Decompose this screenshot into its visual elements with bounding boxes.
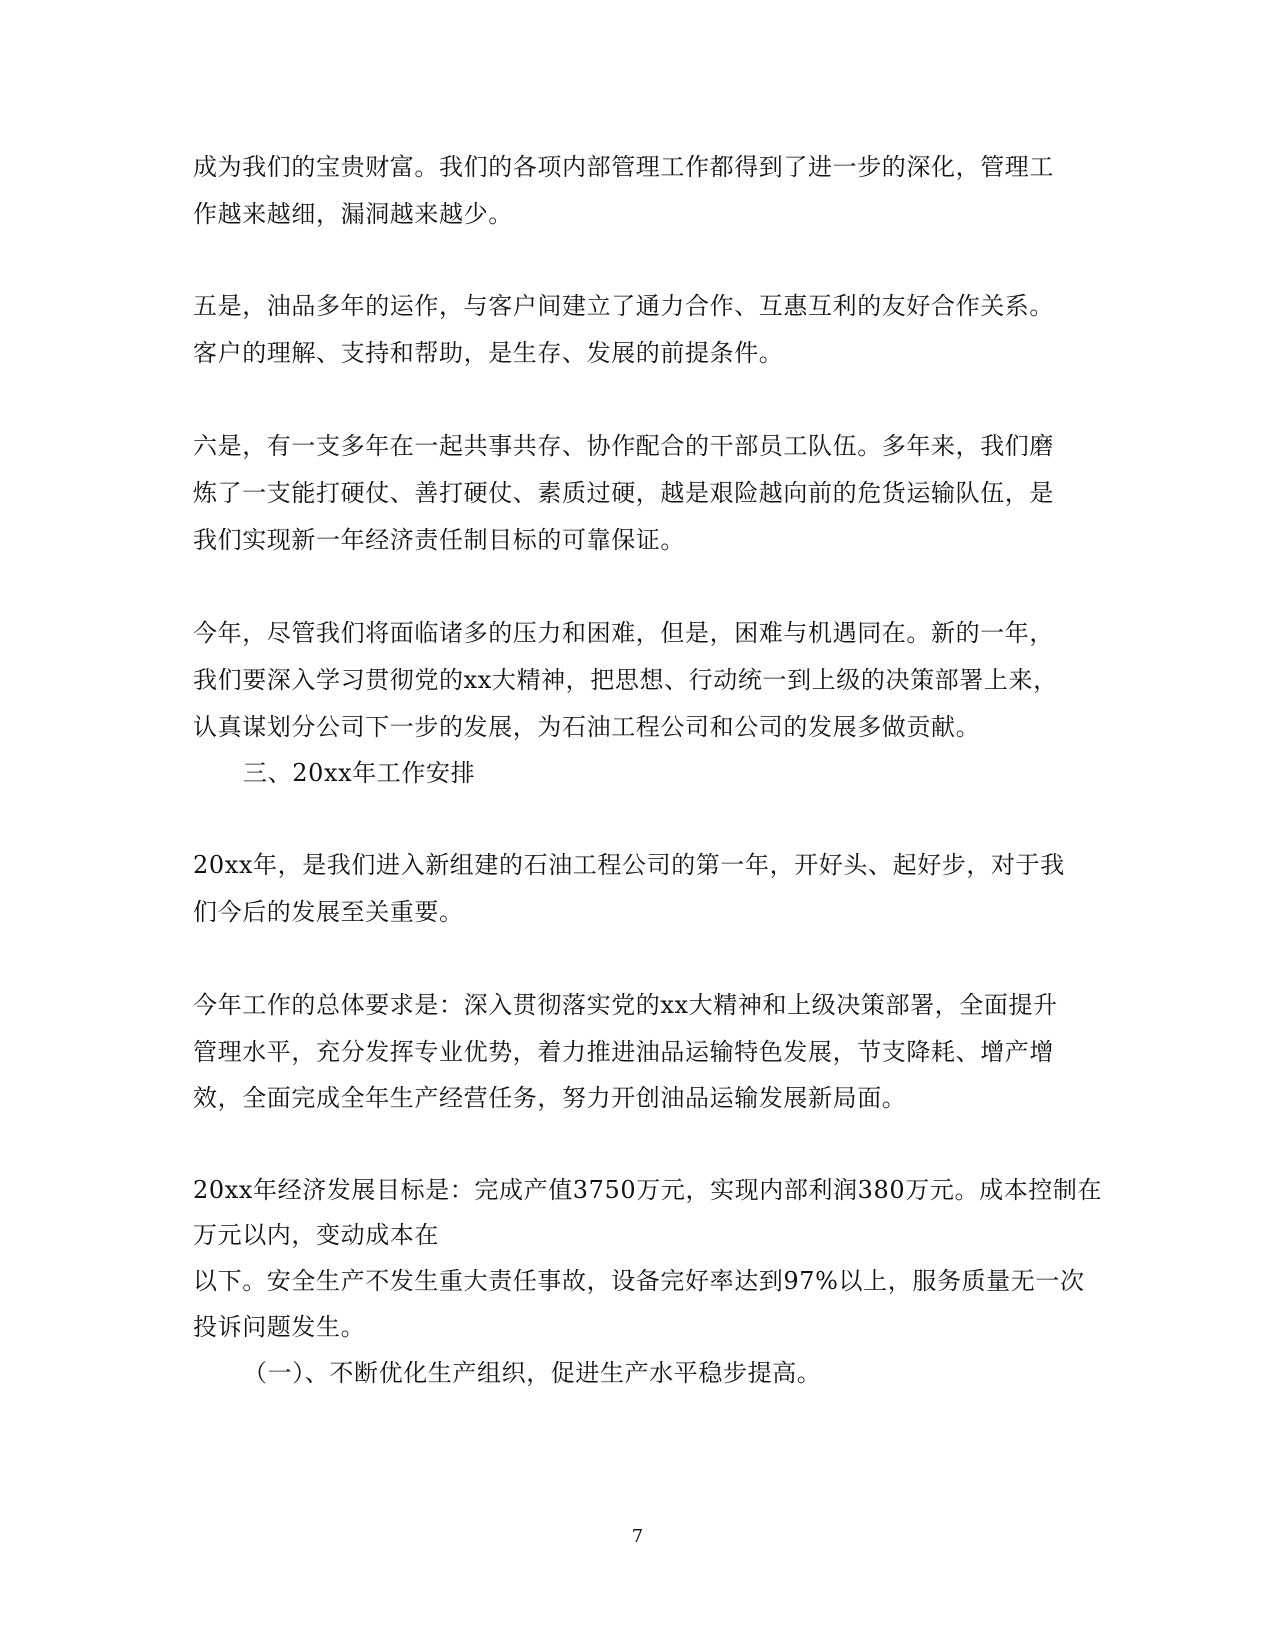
paragraph-line: 以下。安全生产不发生重大责任事故，设备完好率达到97%以上，服务质量无一次	[193, 1267, 1085, 1295]
paragraph-line: 今年工作的总体要求是：深入贯彻落实党的xx大精神和上级决策部署，全面提升	[193, 991, 1058, 1019]
paragraph-line: 作越来越细，漏洞越来越少。	[193, 200, 513, 228]
paragraph-line: 万元以内，变动成本在	[193, 1221, 439, 1249]
paragraph-line: 六是，有一支多年在一起共事共存、协作配合的干部员工队伍。多年来，我们磨	[193, 432, 1054, 460]
paragraph-line: 认真谋划分公司下一步的发展，为石油工程公司和公司的发展多做贡献。	[193, 713, 981, 741]
paragraph-line: 五是，油品多年的运作，与客户间建立了通力合作、互惠互利的友好合作关系。	[193, 292, 1054, 320]
paragraph-line: 管理水平，充分发挥专业优势，着力推进油品运输特色发展，节支降耗、增产增	[193, 1038, 1054, 1066]
section-heading: 三、20xx年工作安排	[243, 759, 476, 787]
paragraph-line: 我们要深入学习贯彻党的xx大精神，把思想、行动统一到上级的决策部署上来，	[193, 666, 1058, 694]
paragraph-line: 效，全面完成全年生产经营任务，努力开创油品运输发展新局面。	[193, 1084, 907, 1112]
paragraph-line: 我们实现新一年经济责任制目标的可靠保证。	[193, 526, 685, 554]
paragraph-line: 20xx年，是我们进入新组建的石油工程公司的第一年，开好头、起好步，对于我	[193, 851, 1065, 879]
paragraph-line: 们今后的发展至关重要。	[193, 898, 464, 926]
paragraph-line: 投诉问题发生。	[193, 1313, 366, 1341]
paragraph-line: 今年，尽管我们将面临诸多的压力和困难，但是，困难与机遇同在。新的一年，	[193, 619, 1054, 647]
subsection-heading: （一）、不断优化生产组织，促进生产水平稳步提高。	[243, 1359, 822, 1387]
paragraph-line: 炼了一支能打硬仗、善打硬仗、素质过硬，越是艰险越向前的危货运输队伍，是	[193, 479, 1054, 507]
paragraph-line: 客户的理解、支持和帮助，是生存、发展的前提条件。	[193, 339, 784, 367]
paragraph-line: 成为我们的宝贵财富。我们的各项内部管理工作都得到了进一步的深化，管理工	[193, 153, 1054, 181]
paragraph-line: 20xx年经济发展目标是：完成产值3750万元，实现内部利润380万元。成本控制在	[193, 1176, 1103, 1204]
page-number: 7	[631, 1526, 644, 1547]
